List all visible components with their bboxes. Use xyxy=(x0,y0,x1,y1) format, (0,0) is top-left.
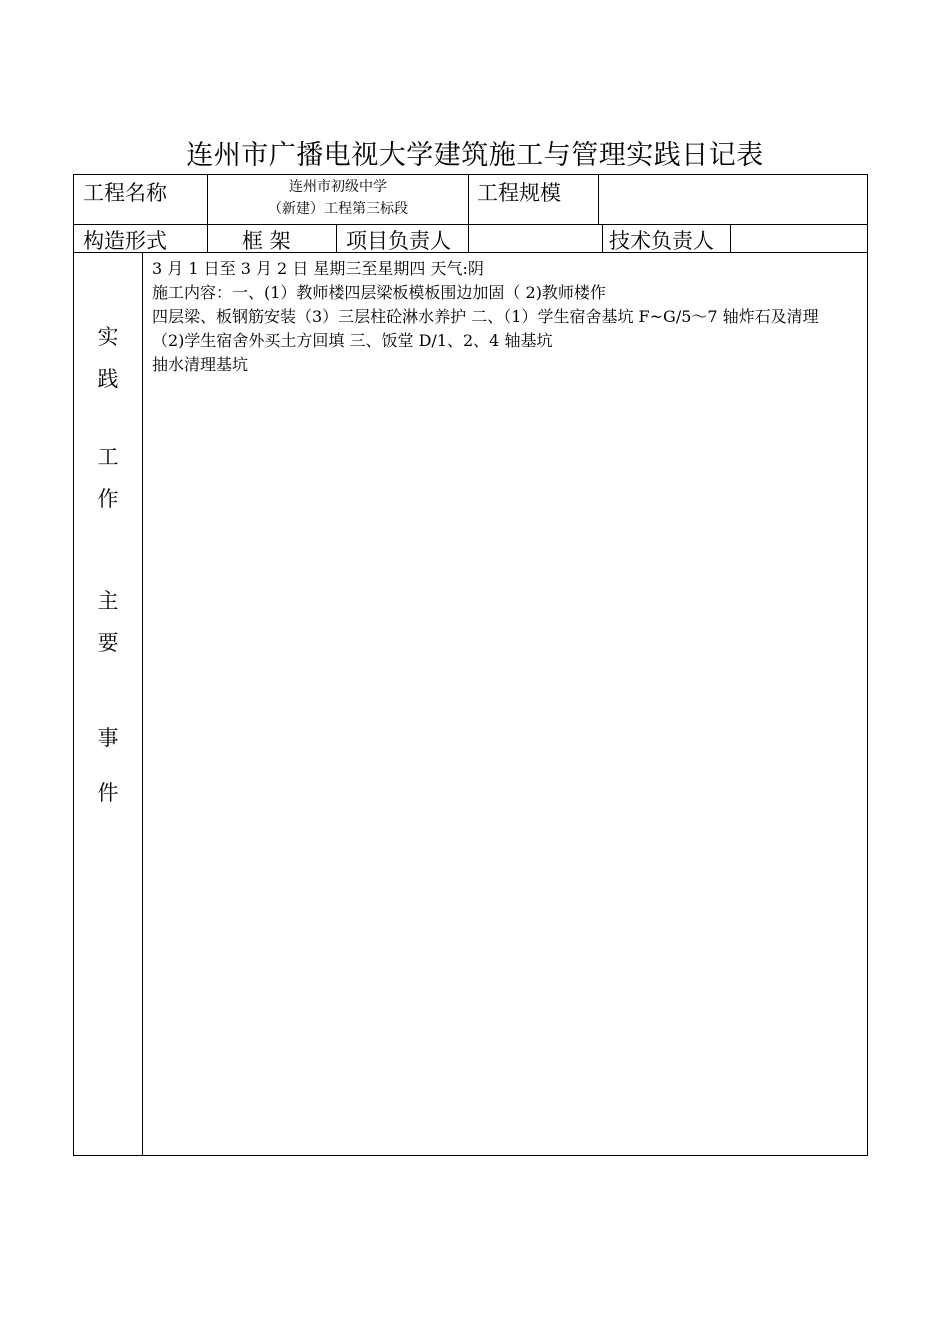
column-divider xyxy=(142,252,143,1155)
column-divider xyxy=(598,175,599,224)
work-record-content xyxy=(152,257,857,377)
side-label-char: 工 xyxy=(97,445,119,469)
column-divider xyxy=(336,224,337,252)
structure-label: 构造形式 xyxy=(83,229,167,253)
row-divider xyxy=(74,252,867,253)
project-name-label: 工程名称 xyxy=(83,181,167,205)
side-label-char: 作 xyxy=(97,487,119,511)
structure-value: 框 架 xyxy=(242,229,291,253)
side-label-char: 主 xyxy=(97,589,119,613)
side-label-char: 件 xyxy=(97,781,119,805)
project-name-value xyxy=(208,176,468,220)
work-record-line: （2)学生宿舍外买土方回填 三、饭堂 D/1、2、4 轴基坑 xyxy=(152,331,553,350)
work-record-line: 3 月 1 日至 3 月 2 日 星期三至星期四 天气:阴 xyxy=(152,259,484,278)
diary-form-table xyxy=(73,174,868,1156)
row-divider xyxy=(74,224,867,225)
tech-manager-label: 技术负责人 xyxy=(609,229,714,253)
work-record-line: 四层梁、板钢筋安装（3）三层柱砼淋水养护 二、（1）学生宿舍基坑 F~G/5～7 轴炸石及清理 xyxy=(152,307,819,326)
side-label-char: 实 xyxy=(97,325,119,349)
project-scale-label: 工程规模 xyxy=(477,181,561,205)
work-record-line: 施工内容：一、(1）教师楼四层梁板模板围边加固（ 2)教师楼作 xyxy=(152,283,606,302)
side-label-char: 要 xyxy=(97,631,119,655)
column-divider xyxy=(602,224,603,252)
project-name-line2: （新建）工程第三标段 xyxy=(268,201,408,217)
project-manager-label: 项目负责人 xyxy=(346,229,451,253)
work-record-line: 抽水清理基坑 xyxy=(152,355,249,374)
side-label-char: 事 xyxy=(97,726,119,750)
project-name-line1: 连州市初级中学 xyxy=(289,179,387,195)
column-divider xyxy=(468,175,469,252)
page-title: 连州市广播电视大学建筑施工与管理实践日记表 xyxy=(186,140,764,171)
column-divider xyxy=(730,224,731,252)
side-label-char: 践 xyxy=(97,367,119,391)
